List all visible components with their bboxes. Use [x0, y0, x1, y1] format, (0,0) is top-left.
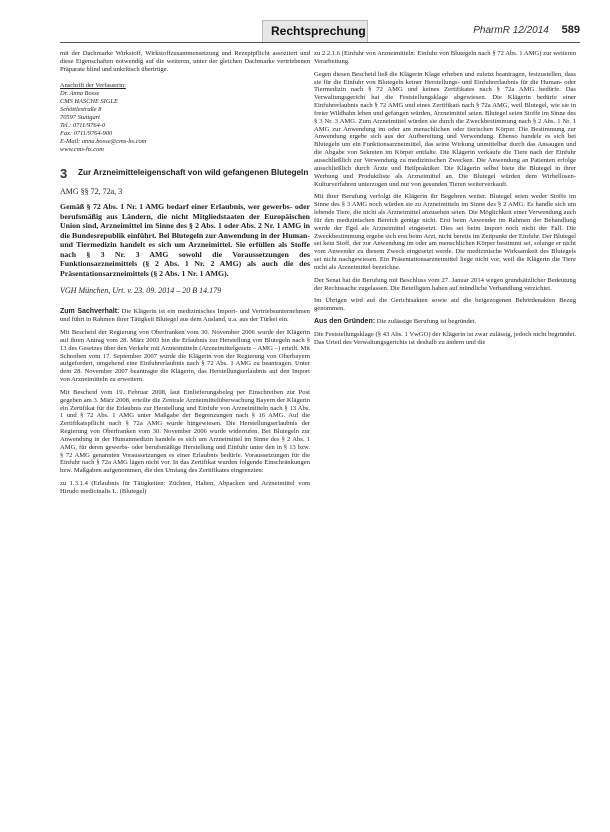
author-address — [60, 82, 310, 154]
paragraph: Im Übrigen wird auf die Gerichtsakten sowie auf die beigezogenen Behördenakten Bezug genommen. — [314, 297, 576, 313]
facts-heading: Zum Sachverhalt: — [60, 307, 120, 315]
page-number: 589 — [561, 24, 580, 36]
author-email: E-Mail: anna.bosse@cms-hs.com — [60, 137, 147, 145]
court-citation: VGH München, Urt. v. 23. 09. 2014 – 20 B 14.179 — [60, 286, 222, 296]
left-column — [60, 50, 310, 501]
paragraph: Mit Bescheid vom 19. Februar 2008, laut Einlieferungsbeleg per Einschreiben zur Post gegeben am 3. März 2008, erteilte die Zentrale Arzneimittelüberwachung Bayern der Klägerin ein Zertifikat für die Erlaubnis zur Herstellung und Einfuhr von Arzneimitteln nach § 13 Abs. 1 und § 72 Abs. 1 AMG unter Maßgabe der Begrenzungen nach § 16 AMG. Auf die Zertifikatspflicht nach § 72a AMG wurde hingewiesen. Die Herstellungserlaubnis der Regierung von Oberfranken vom 30. November 2006 wurde widerrufen. Bei Blutegeln zur Anwendung in der Humanmedizin handele es sich um Arzneimittel im Sinne des § 2 Abs. 1 AMG, für deren gewerbs- oder berufsmäßige Herstellung und Einfuhr unter den in § 13 bzw. § 72 AMG genannten Voraussetzungen es einer Erlaubnis bedürfe. Voraussetzungen für die Einfuhr nach § 72a AMG lägen nicht vor. In das Zertifikat wurden folgende Einschränkungen bzw. Maßgaben aufgenommen, die den Umfang des Zertifikates eingrenzten: — [60, 388, 310, 475]
paragraph: zu 1.3.1.4 (Erlaubnis für Tätigkeiten: Züchten, Halten, Abpacken und Arzneimittel vom Hirudo medicinalis L. (Blutegel) — [60, 480, 310, 496]
paragraph: Gegen diesen Bescheid ließ die Klägerin Klage erheben und zuletzt beantragen, festzustellen, dass sie für die Einfuhr von Blutegeln keiner Herstellungs- und Einfuhrerlaubnis für die Human- oder Tiermedizin nach § 72 AMG und keines Zertifikates nach § 72a AMG bedürfe. Das Verwaltungsgericht hat die Feststellungsklage abgewiesen. Die Klägerin bedürfe einer Einfuhrerlaubnis nach § 72 AMG und eines Zertifikats nach § 72a AMG, weil Blutegel, wie sie in freier Wildbahn leben und gefangen würden, Arzneimittel seien. Blutegel seien Stoffe im Sinne des § 3 Nr. 3 AMG. Zum Arzneimittel würden sie durch die Zweckbestimmung nach § 2 Abs. 1 Nr. 1 AMG zur Anwendung im oder am menschlichen oder tierischen Körper. Die Bestimmung zur Anwendung ergebe sich aus der Aufbereitung und Verwendung. Ebenso handele es sich bei Blutegeln um ein Funktionsarzneimittel, das seine Wirkung unmittelbar durch das Ansaugen und die Abgabe von Sekreten im Körper entfalte. Die Klägerin verkaufe die Tiere nach der Einfuhr ausschließlich zur Verwendung zu medizinischen Zwecken. Die Anwendung an Patienten erfolge ausschließlich durch Ärzte und Heilpraktiker. Die Klägerin selbst biete die Blutegel in ihrer Werbung und Produktliste als Arzneimittel an. Die Blutegel würden dem Wirbellosen-Kulturverfahren unterzogen und nur von gesunden Tieren weiterverkauft. — [314, 70, 576, 188]
reasons-text: Die zulässige Berufung ist begründet. — [376, 318, 477, 326]
author-line: CMS HASCHE SIGLE — [60, 97, 118, 105]
author-website: www.cms-hs.com — [60, 145, 104, 153]
reasons-heading: Aus den Gründen: — [314, 318, 376, 326]
paragraph: Mit ihrer Berufung verfolgt die Klägerin ihr Begehren weiter. Blutegel seien weder Stoffe im Sinne des § 3 AMG noch würden sie zu Arzneimitteln im Sinne des § 2 AMG. Es handle sich um lebende Tiere, die nicht als Arzneimittel anzusehen seien. Die Möglichkeit einer Verwendung auch für den medizinischen Bereich genüge nicht. Erst beim Anwender im Rahmen der Behandlung werde der Egel als Arzneimittel eingesetzt. Dies sei beim Import noch nicht der Fall. Die Zweckbestimmung ergebe sich erst beim Arzt, nicht bereits im Zeitpunkt der Einfuhr. Der Blutegel sei kein Stoff, der zur Anwendung im oder am menschlichen Körper bestimmt sei, solange er nicht vom Anwender zu diesem Zweck eingesetzt werde. Die medizinische Wirksamkeit des Blutegels sei nicht nachgewiesen. Ein Präsentationsarzneimittel liege nicht vor, weil die Klägerin die Tiere nicht als Arzneimittel bezeichne. — [314, 193, 576, 271]
reasons-paragraph — [314, 318, 576, 326]
author-address-heading: Anschrift der Verfasserin: — [60, 81, 126, 89]
author-line: 70597 Stuttgart — [60, 113, 100, 121]
author-line: Tel.: 0711/9764-0 — [60, 121, 106, 129]
author-line: Schöttlestraße 8 — [60, 105, 102, 113]
paragraph: zu 2.2.1.6 (Einfuhr von Arzneimitteln: Einfuhr von Blutegeln nach § 72 Abs. 1 AMG) zur weiteren Verarbeitung. — [314, 50, 576, 65]
author-line: Dr. Anna Bosse — [60, 89, 100, 97]
paragraph: Mit Bescheid der Regierung von Oberfranken vom 30. November 2006 wurde der Klägerin auf ihren Antrag vom 28. März 2003 hin die Erlaubnis zur Herstellung von Blutegeln nach § 13 des Gesetzes über den Verkehr mit Arzneimitteln (Arzneimittelgesetz – AMG –) erteilt. Mit Schreiben vom 17. September 2007 wurde die Klägerin von der Regierung von Oberbayern aufgefordert, umgehend eine Einfuhrerlaubnis nach § 72 Abs. 1 AMG zu beantragen. Unter dem 28. November 2007 beantragte die Klägerin, das Herstellungserlaubnis auf den Import von Arzneimitteln zu erweitern. — [60, 328, 310, 384]
facts-paragraph — [60, 308, 310, 324]
headnote: Gemäß § 72 Abs. 1 Nr. 1 AMG bedarf einer Erlaubnis, wer gewerbs- oder berufsmäßig aus Ländern, die nicht Mitgliedstaaten der Europäischen Union sind, Arzneimittel im Sinne des § 2 Abs. 1 oder Abs. 2 Nr. 1 AMG in die Bundesrepublik einführt. Bei Blutegeln zur Anwendung in der Human- und Tiermedizin handelt es sich um Arzneimittel. Sie erfüllen als Stoffe nach § 3 Nr. 3 AMG sowohl die Voraussetzungen des Funktionsarzneimittels (§ 2 Abs. 1 Nr. 2 AMG) als auch die des Präsentationsarzneimittels (§ 2 Abs. 1 Nr. 1 AMG). — [60, 202, 310, 278]
section-number: 3 — [60, 165, 68, 181]
section-heading — [60, 165, 310, 181]
paragraph: Die Feststellungsklage (§ 43 Abs. 1 VwGO) der Klägerin ist zwar zulässig, jedoch nicht begründet. Das Urteil des Verwaltungsgerichts ist deshalb zu ändern und die — [314, 331, 576, 347]
right-column — [314, 50, 576, 352]
statute-reference: AMG §§ 72, 72a, 3 — [60, 186, 123, 196]
facts-text: Die Klägerin ist ein medizinisches Import- und Vertriebsunternehmen und führt in Rahmen ihrer Tätigkeit Blutegel aus dem Ausland, u.a. aus der Türkei ein. — [60, 307, 310, 324]
header-rule — [60, 42, 580, 43]
journal-name: PharmR 12/2014 — [473, 25, 549, 36]
paragraph: Der Senat hat die Berufung mit Beschluss vom 27. Januar 2014 wegen grundsätzlicher Bedeutung der Rechtssache zugelassen. Die Beteiligten haben auf mündliche Verhandlung verzichtet. — [314, 276, 576, 292]
section-title: Rechtsprechung — [271, 24, 366, 38]
section-tab — [262, 20, 368, 43]
journal-header — [473, 24, 580, 36]
section-heading-text: Zur Arzneimitteleigenschaft von wild gefangenen Blutegeln — [78, 167, 309, 177]
author-line: Fax: 0711/9764-900 — [60, 129, 113, 137]
paragraph: mit der Dachmarke Wirkstoff, Wirkstoffzusammensetzung und Rezeptpflicht assoziiert und diese Eigenschaften notwendig auf die weiteren, unter der gleichen Dachmarke vertriebenen Präparate blind und unkritisch übertrüge. — [60, 50, 310, 73]
